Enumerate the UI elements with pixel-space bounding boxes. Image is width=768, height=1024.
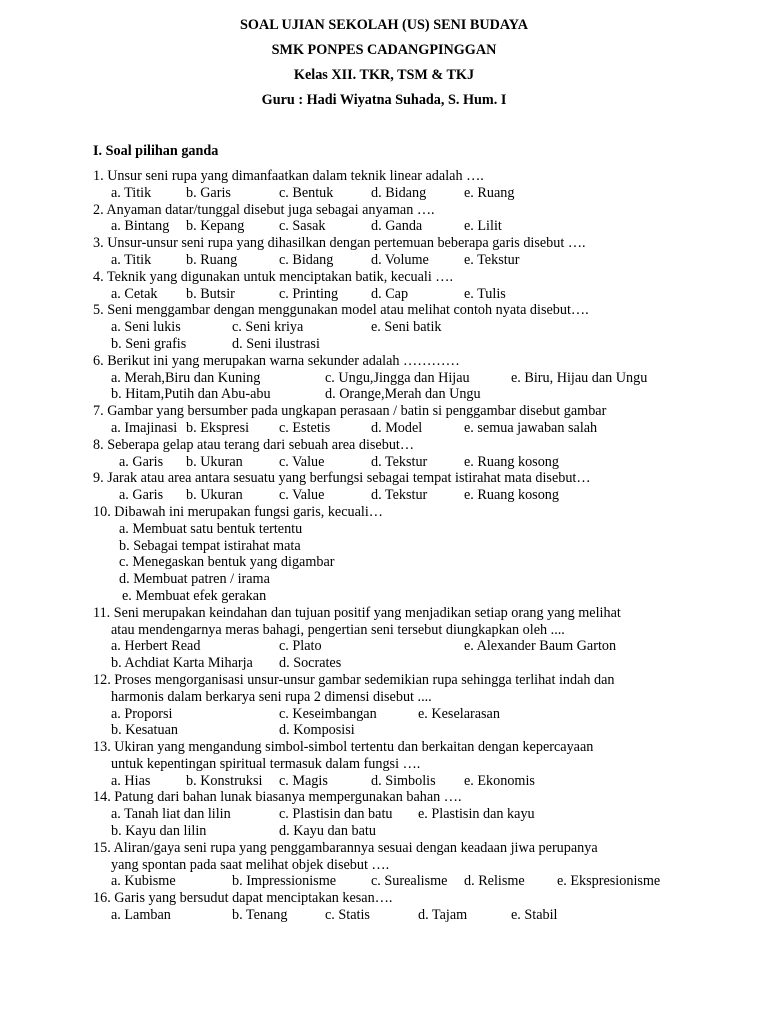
question-text: 11. Seni merupakan keindahan dan tujuan positif yang menjadikan setiap orang yang melihat <box>93 604 621 621</box>
answer-option: c. Value <box>279 487 325 504</box>
answer-option: d. Tekstur <box>371 453 428 470</box>
question-8 <box>93 437 753 471</box>
options-row <box>93 655 753 672</box>
options-row <box>93 873 753 890</box>
answer-option: a. Tanah liat dan lilin <box>111 806 231 823</box>
answer-option: e. Ekonomis <box>464 772 535 789</box>
question-text: atau mendengarnya meras bahagi, pengertian seni tersebut diungkapkan oleh .... <box>111 621 565 638</box>
question-text: 7. Gambar yang bersumber pada ungkapan perasaan / batin si penggambar disebut gambar <box>93 403 607 420</box>
options-row <box>93 907 753 924</box>
answer-option: d. Socrates <box>279 655 342 672</box>
question-text: 3. Unsur-unsur seni rupa yang dihasilkan dengan pertemuan beberapa garis disebut …. <box>93 235 586 252</box>
answer-option: d. Seni ilustrasi <box>232 335 320 352</box>
answer-option: d. Relisme <box>464 873 525 890</box>
question-text: 4. Teknik yang digunakan untuk menciptakan batik, kecuali …. <box>93 268 454 285</box>
question-text: 13. Ukiran yang mengandung simbol-simbol tertentu dan berkaitan dengan kepercayaan <box>93 739 594 756</box>
question-text: 5. Seni menggambar dengan menggunakan model atau melihat contoh nyata disebut…. <box>93 302 589 319</box>
question-text-line <box>93 504 753 521</box>
answer-option: a. Hias <box>111 772 151 789</box>
answer-option: a. Garis <box>119 487 164 504</box>
options-row <box>93 773 753 790</box>
question-text: 12. Proses mengorganisasi unsur-unsur gambar sedemikian rupa sehingga terlihat indah dan <box>93 671 615 688</box>
question-text: 15. Aliran/gaya seni rupa yang penggambarannya sesuai dengan keadaan jiwa perupanya <box>93 839 598 856</box>
options-row <box>93 521 753 538</box>
section-title: I. Soal pilihan ganda <box>93 143 219 159</box>
answer-option: c. Printing <box>279 285 339 302</box>
options-row <box>93 722 753 739</box>
answer-option: a. Kubisme <box>111 873 176 890</box>
options-row <box>93 554 753 571</box>
answer-option: b. Kayu dan lilin <box>111 823 207 840</box>
question-text-line <box>93 302 753 319</box>
question-text: 9. Jarak atau area antara sesuatu yang berfungsi sebagai tempat istirahat mata disebut… <box>93 470 591 487</box>
question-16 <box>93 890 753 924</box>
answer-option: b. Hitam,Putih dan Abu-abu <box>111 386 271 403</box>
answer-option: d. Bidang <box>371 184 427 201</box>
answer-option: e. Tekstur <box>464 251 520 268</box>
question-14 <box>93 789 753 839</box>
answer-option: b. Seni grafis <box>111 335 187 352</box>
answer-option: b. Ruang <box>186 251 238 268</box>
answer-option: e. Keselarasan <box>418 705 500 722</box>
answer-option: c. Sasak <box>279 218 326 235</box>
answer-option: b. Ukuran <box>186 487 243 504</box>
answer-option: d. Simbolis <box>371 772 436 789</box>
answer-option: e. Seni batik <box>371 319 442 336</box>
question-list <box>93 168 753 924</box>
answer-option: d. Kayu dan batu <box>279 823 376 840</box>
answer-option: e. semua jawaban salah <box>464 419 598 436</box>
exam-title: SOAL UJIAN SEKOLAH (US) SENI BUDAYA <box>240 17 528 33</box>
question-text-line <box>93 470 753 487</box>
answer-option: c. Plastisin dan batu <box>279 806 393 823</box>
question-text-line <box>93 605 753 622</box>
answer-option: b. Kepang <box>186 218 245 235</box>
question-text: 10. Dibawah ini merupakan fungsi garis, kecuali… <box>93 503 383 520</box>
options-row <box>93 454 753 471</box>
question-text: 6. Berikut ini yang merupakan warna sekunder adalah ………… <box>93 352 460 369</box>
question-4 <box>93 269 753 303</box>
question-text: 2. Anyaman datar/tunggal disebut juga sebagai anyaman …. <box>93 201 435 218</box>
options-row <box>93 487 753 504</box>
options-row <box>93 386 753 403</box>
answer-option: d. Ganda <box>371 218 423 235</box>
answer-option: c. Menegaskan bentuk yang digambar <box>119 554 335 571</box>
answer-option: e. Plastisin dan kayu <box>418 806 535 823</box>
answer-option: a. Titik <box>111 251 152 268</box>
answer-option: d. Model <box>371 419 423 436</box>
question-3 <box>93 235 753 269</box>
options-row <box>93 286 753 303</box>
answer-option: d. Tekstur <box>371 487 428 504</box>
answer-option: a. Merah,Biru dan Kuning <box>111 369 261 386</box>
options-row <box>93 588 753 605</box>
question-text-line <box>93 353 753 370</box>
question-text: 1. Unsur seni rupa yang dimanfaatkan dalam teknik linear adalah …. <box>93 168 484 184</box>
question-text-line <box>93 622 753 639</box>
answer-option: d. Cap <box>371 285 409 302</box>
answer-option: c. Estetis <box>279 419 331 436</box>
options-row <box>93 336 753 353</box>
answer-option: a. Bintang <box>111 218 170 235</box>
answer-option: b. Achdiat Karta Miharja <box>111 655 253 672</box>
question-5 <box>93 302 753 352</box>
question-9 <box>93 470 753 504</box>
answer-option: e. Ekspresionisme <box>557 873 661 890</box>
answer-option: b. Butsir <box>186 285 235 302</box>
question-text: 16. Garis yang bersudut dapat menciptakan kesan…. <box>93 890 393 907</box>
question-text-line <box>93 403 753 420</box>
question-text-line <box>93 890 753 907</box>
answer-option: a. Cetak <box>111 285 158 302</box>
answer-option: e. Biru, Hijau dan Ungu <box>511 369 648 386</box>
options-row <box>93 538 753 555</box>
answer-option: b. Sebagai tempat istirahat mata <box>119 537 301 554</box>
options-row <box>93 638 753 655</box>
question-text-line <box>93 739 753 756</box>
answer-option: e. Lilit <box>464 218 502 235</box>
options-row <box>93 252 753 269</box>
question-text-line <box>93 789 753 806</box>
answer-option: d. Komposisi <box>279 722 355 739</box>
question-text: 8. Seberapa gelap atau terang dari sebuah area disebut… <box>93 436 415 453</box>
class-info: Kelas XII. TKR, TSM & TKJ <box>293 67 475 83</box>
answer-option: d. Membuat patren / irama <box>119 571 270 588</box>
question-text: harmonis dalam berkarya seni rupa 2 dimensi disebut .... <box>111 688 432 705</box>
answer-option: c. Value <box>279 453 325 470</box>
school-name: SMK PONPES CADANGPINGGAN <box>271 42 497 58</box>
answer-option: b. Ekspresi <box>186 419 250 436</box>
question-7 <box>93 403 753 437</box>
question-text-line <box>93 756 753 773</box>
question-13 <box>93 739 753 789</box>
answer-option: c. Bidang <box>279 251 334 268</box>
options-row <box>93 420 753 437</box>
answer-option: a. Proporsi <box>111 705 173 722</box>
question-12 <box>93 672 753 739</box>
question-text-line <box>93 857 753 874</box>
question-10 <box>93 504 753 605</box>
question-text: 14. Patung dari bahan lunak biasanya mempergunakan bahan …. <box>93 789 462 806</box>
question-text-line <box>93 840 753 857</box>
options-row <box>93 185 753 202</box>
question-text-line <box>93 269 753 286</box>
answer-option: c. Plato <box>279 638 322 655</box>
question-text-line <box>93 202 753 219</box>
options-row <box>93 370 753 387</box>
question-text: yang spontan pada saat melihat objek disebut …. <box>111 856 390 873</box>
answer-option: a. Garis <box>119 453 164 470</box>
question-6 <box>93 353 753 403</box>
answer-option: b. Garis <box>186 184 231 201</box>
question-text-line <box>93 168 753 185</box>
answer-option: e. Alexander Baum Garton <box>464 638 617 655</box>
answer-option: e. Ruang <box>464 184 515 201</box>
answer-option: c. Statis <box>325 907 370 924</box>
question-1 <box>93 168 753 202</box>
question-text: untuk kepentingan spiritual termasuk dalam fungsi …. <box>111 755 421 772</box>
question-text-line <box>93 672 753 689</box>
answer-option: e. Ruang kosong <box>464 453 559 470</box>
answer-option: d. Orange,Merah dan Ungu <box>325 386 481 403</box>
answer-option: a. Herbert Read <box>111 638 201 655</box>
question-text-line <box>93 235 753 252</box>
answer-option: b. Konstruksi <box>186 772 263 789</box>
answer-option: e. Membuat efek gerakan <box>122 587 267 604</box>
answer-option: a. Seni lukis <box>111 319 181 336</box>
options-row <box>93 571 753 588</box>
options-row <box>93 319 753 336</box>
answer-option: b. Kesatuan <box>111 722 178 739</box>
answer-option: e. Stabil <box>511 907 558 924</box>
question-2 <box>93 202 753 236</box>
answer-option: d. Volume <box>371 251 429 268</box>
answer-option: c. Keseimbangan <box>279 705 377 722</box>
answer-option: c. Surealisme <box>371 873 448 890</box>
answer-option: c. Magis <box>279 772 328 789</box>
answer-option: c. Ungu,Jingga dan Hijau <box>325 369 470 386</box>
teacher-name: Guru : Hadi Wiyatna Suhada, S. Hum. I <box>261 92 507 108</box>
question-text-line <box>93 689 753 706</box>
question-text-line <box>93 437 753 454</box>
answer-option: a. Titik <box>111 184 152 201</box>
question-15 <box>93 840 753 890</box>
options-row <box>93 706 753 723</box>
answer-option: a. Imajinasi <box>111 419 178 436</box>
answer-option: b. Impressionisme <box>232 873 337 890</box>
answer-option: d. Tajam <box>418 907 468 924</box>
answer-option: b. Ukuran <box>186 453 243 470</box>
answer-option: a. Membuat satu bentuk tertentu <box>119 520 303 537</box>
answer-option: a. Lamban <box>111 907 171 924</box>
options-row <box>93 823 753 840</box>
answer-option: e. Tulis <box>464 285 506 302</box>
answer-option: b. Tenang <box>232 907 288 924</box>
options-row <box>93 218 753 235</box>
options-row <box>93 806 753 823</box>
answer-option: c. Seni kriya <box>232 319 304 336</box>
answer-option: c. Bentuk <box>279 184 334 201</box>
question-11 <box>93 605 753 672</box>
answer-option: e. Ruang kosong <box>464 487 559 504</box>
